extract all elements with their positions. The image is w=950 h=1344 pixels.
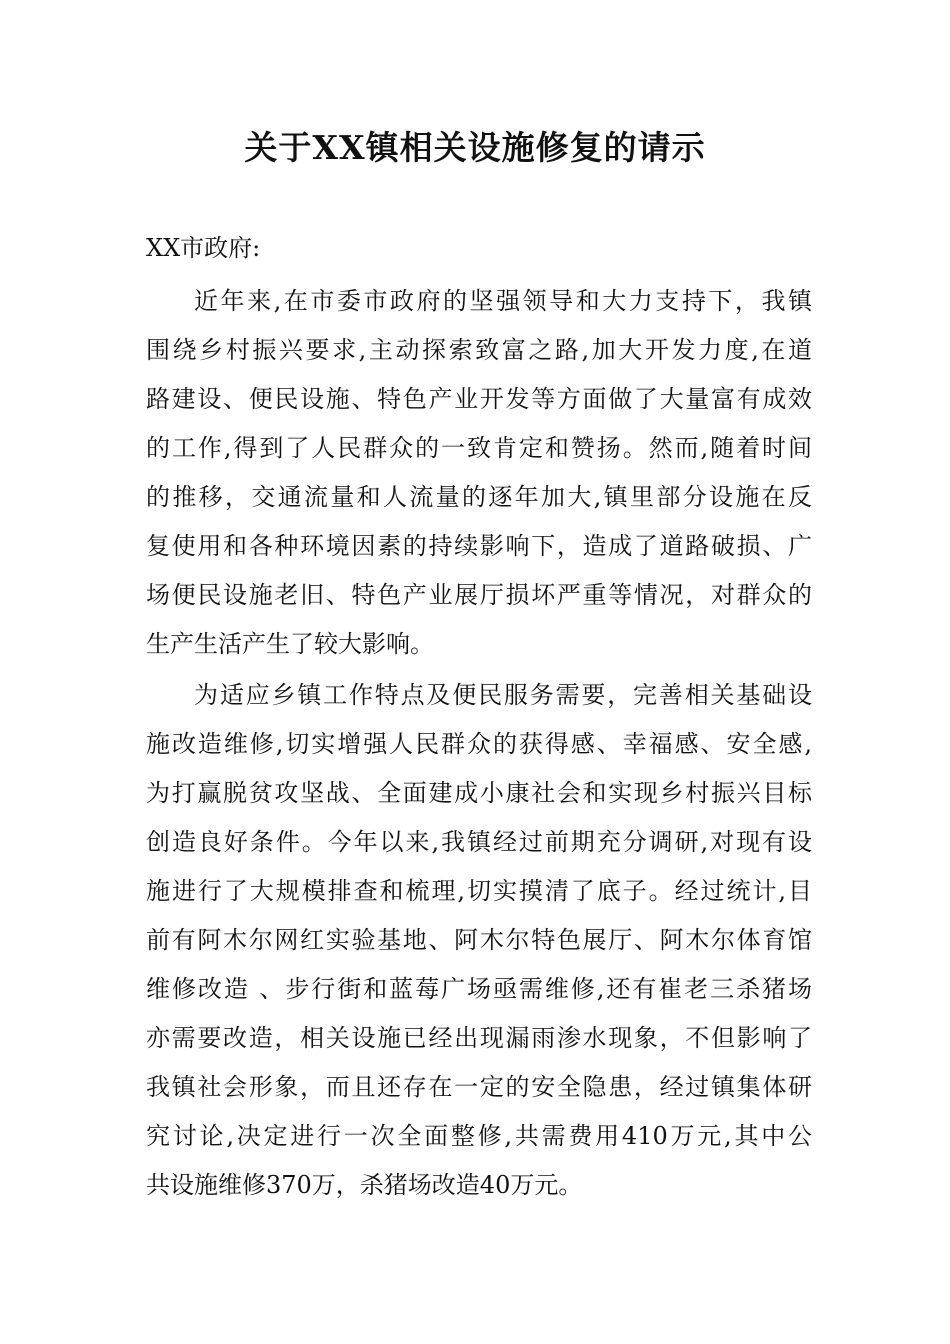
paragraph-line: 施改造维修,切实增强人民群众的获得感、幸福感、安全感,: [146, 730, 812, 758]
paragraph-line: 围绕乡村振兴要求,主动探索致富之路,加大开发力度,在道: [146, 336, 812, 364]
paragraph-line: 我镇社会形象，而且还存在一定的安全隐患，经过镇集体研: [146, 1073, 812, 1101]
paragraph-line: 亦需要改造，相关设施已经出现漏雨渗水现象，不但影响了: [146, 1024, 812, 1052]
salutation: XX市政府:: [146, 234, 261, 262]
document-title: 关于XX镇相关设施修复的请示: [244, 128, 706, 167]
paragraph-2: [146, 671, 812, 1210]
paragraph-line: 前有阿木尔网红实验基地、阿木尔特色展厅、阿木尔体育馆: [146, 926, 812, 954]
paragraph-line: 施进行了大规模排查和梳理,切实摸清了底子。经过统计,目: [146, 877, 812, 905]
paragraph-line: 路建设、便民设施、特色产业开发等方面做了大量富有成效: [146, 385, 812, 413]
paragraph-line: 场便民设施老旧、特色产业展厅损坏严重等情况，对群众的: [146, 581, 812, 609]
paragraph-line: 近年来,在市委市政府的坚强领导和大力支持下，我镇: [194, 287, 812, 315]
paragraph-line: 为打赢脱贫攻坚战、全面建成小康社会和实现乡村振兴目标: [146, 779, 812, 807]
paragraph-line: 维修改造 、步行街和蓝莓广场亟需维修,还有崔老三杀猪场: [146, 975, 812, 1003]
paragraph-line: 创造良好条件。今年以来,我镇经过前期充分调研,对现有设: [146, 828, 812, 856]
paragraph-line: 的推移，交通流量和人流量的逐年加大,镇里部分设施在反: [146, 483, 812, 511]
paragraph-1: [146, 277, 812, 669]
paragraph-line: 生产生活产生了较大影响。: [146, 630, 434, 658]
paragraph-line: 复使用和各种环境因素的持续影响下，造成了道路破损、广: [146, 532, 812, 560]
paragraph-line: 究讨论,决定进行一次全面整修,共需费用410万元,其中公: [146, 1122, 812, 1150]
paragraph-line: 的工作,得到了人民群众的一致肯定和赞扬。然而,随着时间: [146, 434, 812, 462]
paragraph-line: 共设施维修370万，杀猪场改造40万元。: [146, 1171, 583, 1199]
paragraph-line: 为适应乡镇工作特点及便民服务需要，完善相关基础设: [194, 681, 812, 709]
